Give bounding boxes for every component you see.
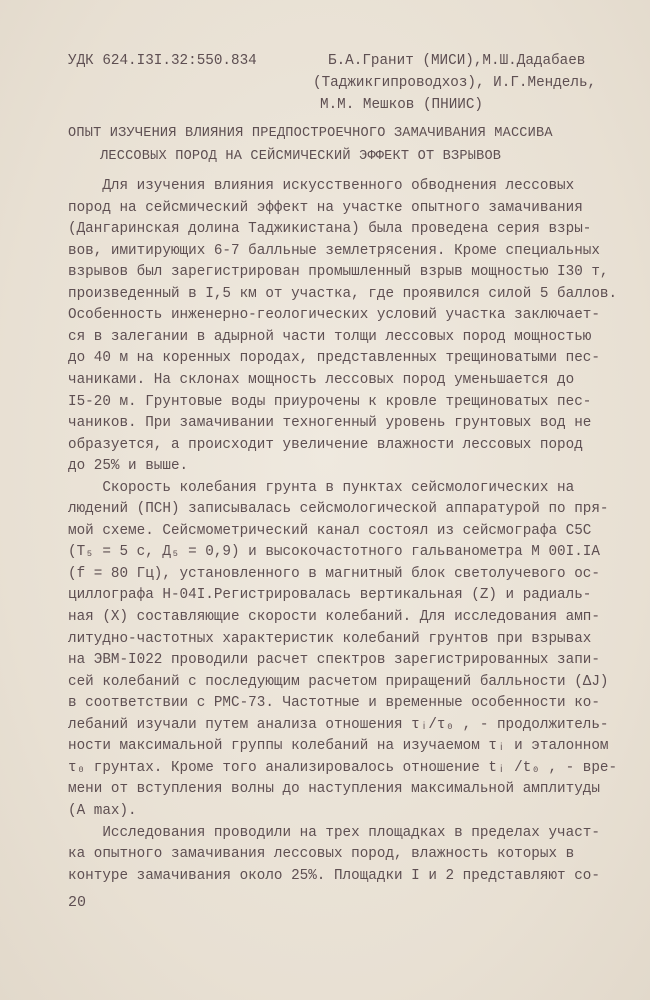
authors-line-2: (Таджикгипроводхоз), И.Г.Мендель,: [313, 75, 597, 91]
body-line: лебаний изучали путем анализа отношения τᵢ/τ₀ , - продолжитель-: [68, 716, 609, 733]
udc-code: УДК 624.I3I.32:550.834: [68, 53, 257, 69]
authors-line-1: Б.А.Гранит (МИСИ),М.Ш.Дадабаев: [328, 53, 586, 69]
body-line: Исследования проводили на трех площадках в пределах участ-: [68, 824, 600, 841]
body-line: Скорость колебания грунта в пунктах сейсмологических на: [68, 479, 575, 496]
body-line: мени от вступления волны до наступления максимальной амплитуды: [68, 781, 600, 798]
body-line: мой схеме. Сейсмометрический канал состоял из сейсмографа С5С: [68, 522, 592, 539]
body-line: (Дангаринская долина Таджикистана) была проведена серия взры-: [68, 221, 592, 238]
body-line: литудно-частотных характеристик колебаний грунтов при взрывах: [68, 630, 592, 647]
body-line: сей колебаний с последующим расчетом приращений балльности (ΔJ): [68, 673, 609, 690]
body-line: τ₀ грунтах. Кроме того анализировалось отношение tᵢ /t₀ , - вре-: [68, 759, 618, 776]
body-line: Особенность инженерно-геологических условий участка заключает-: [68, 307, 600, 324]
page-number: 20: [68, 894, 87, 911]
body-line: чаниками. На склонах мощность лессовых пород уменьшается до: [68, 371, 575, 388]
body-line: ная (X) составляющие скорости колебаний. Для исследования амп-: [68, 609, 600, 625]
body-line: (T₅ = 5 с, Д₅ = 0,9) и высокочастотного гальванометра М 00I.IА: [68, 544, 600, 561]
body-line: циллографа Н-04I.Регистрировалась вертикальная (Z) и радиаль-: [68, 587, 592, 604]
body-line: (A max).: [68, 802, 137, 819]
body-line: до 25% и выше.: [68, 458, 189, 475]
body-line: людений (ПСН) записывалась сейсмологической аппаратурой по пря-: [68, 501, 609, 518]
body-line: вов, имитирующих 6-7 балльные землетрясения. Кроме специальных: [68, 242, 600, 259]
body-line: Для изучения влияния искусственного обводнения лессовых: [68, 178, 575, 194]
body-line: чаников. При замачивании техногенный уровень грунтовых вод не: [68, 415, 592, 432]
body-line: ся в залегании в адырной части толщи лессовых пород мощностью: [68, 328, 592, 345]
body-line: ка опытного замачивания лессовых пород, влажность которых в: [68, 846, 575, 863]
body-line: образуется, а происходит увеличение влажности лессовых пород: [68, 436, 583, 453]
body-line: I5-20 м. Грунтовые воды приурочены к кровле трещиноватых пес-: [68, 393, 592, 410]
body-line: контуре замачивания около 25%. Площадки I и 2 представляют со-: [68, 867, 600, 884]
authors-line-3: М.М. Мешков (ПНИИС): [320, 97, 484, 113]
body-line: взрывов был зарегистрирован промышленный взрыв мощностью I30 т,: [68, 264, 609, 281]
article-title-line-2: ЛЕССОВЫХ ПОРОД НА СЕЙСМИЧЕСКИЙ ЭФФЕКТ ОТ ВЗРЫВОВ: [100, 149, 502, 164]
body-line: в соответствии с РМС-73. Частотные и временные особенности ко-: [68, 695, 600, 712]
body-line: пород на сейсмический эффект на участке опытного замачивания: [68, 199, 583, 216]
body-line: до 40 м на коренных породах, представленных трещиноватыми пес-: [68, 350, 600, 367]
body-line: на ЭВМ-I022 проводили расчет спектров зарегистрированных запи-: [68, 652, 600, 669]
body-line: (f = 80 Гц), установленного в магнитный блок светолучевого ос-: [68, 565, 600, 582]
article-title-line-1: ОПЫТ ИЗУЧЕНИЯ ВЛИЯНИЯ ПРЕДПОСТРОЕЧНОГО ЗАМАЧИВАНИЯ МАССИВА: [68, 126, 553, 141]
body-line: ности максимальной группы колебаний на изучаемом τᵢ и эталонном: [68, 738, 609, 755]
body-line: произведенный в I,5 км от участка, где проявился силой 5 баллов.: [68, 285, 618, 302]
